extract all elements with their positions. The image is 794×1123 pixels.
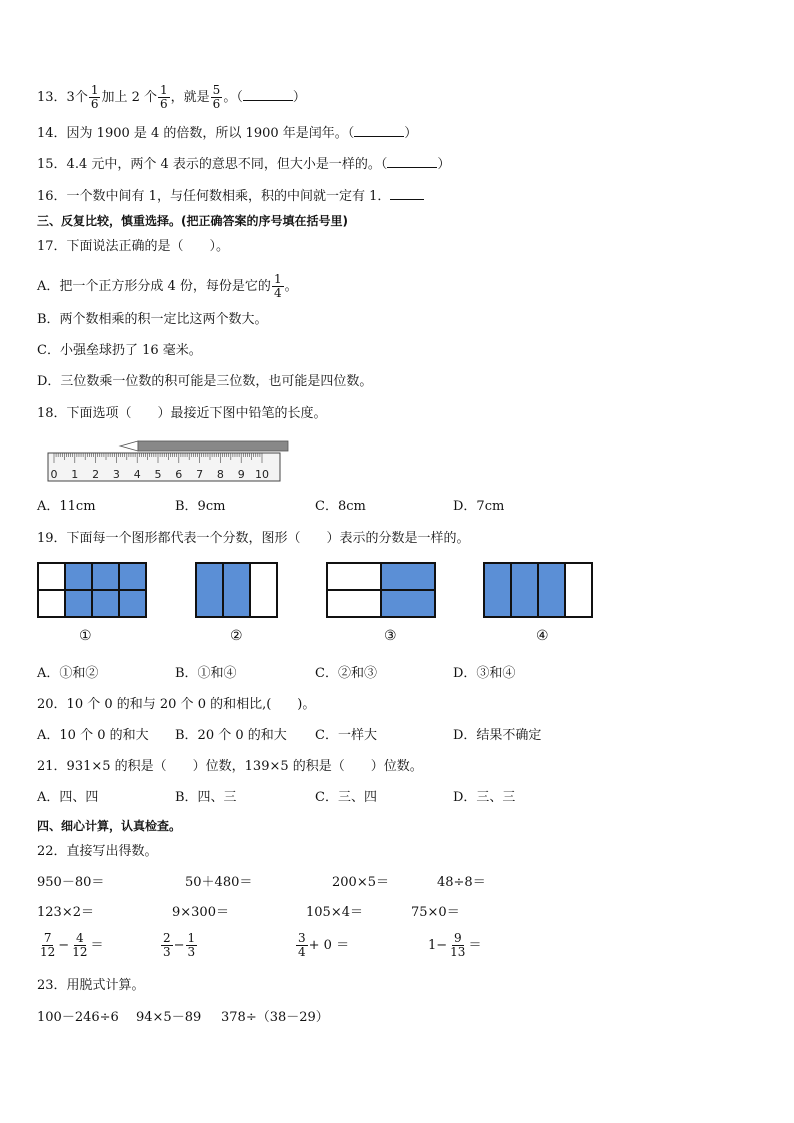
q21-option-a: A．四、四 — [37, 790, 99, 805]
ruler-tick-label: 2 — [92, 468, 100, 481]
fraction — [186, 932, 198, 959]
numerator: 7 — [43, 931, 52, 945]
ruler-tick-label: 4 — [133, 468, 141, 481]
q18-option-c: C．8cm — [315, 499, 366, 514]
fraction — [296, 932, 308, 959]
answer-blank[interactable] — [390, 188, 424, 200]
q19-option-c: C．②和③ — [315, 666, 377, 681]
calc-item: 950－80＝ — [37, 875, 105, 890]
calc-item: 75×0＝ — [411, 905, 460, 920]
ruler-tick-label: 0 — [50, 468, 58, 481]
q14-text: ） — [404, 126, 418, 141]
q20-option-c: C．一样大 — [315, 728, 377, 743]
calc-item: 123×2＝ — [37, 905, 94, 920]
q21-option-d: D．三、三 — [453, 790, 516, 805]
question-13 — [37, 84, 306, 111]
question-23-stem: 23．用脱式计算。 — [37, 978, 145, 993]
equals: ＝ — [90, 938, 104, 953]
denominator: 6 — [212, 97, 221, 111]
option-text: 。 — [284, 279, 298, 294]
fraction — [89, 84, 101, 111]
figure-label-3: ③ — [384, 628, 397, 644]
denominator: 3 — [163, 945, 171, 959]
numerator: 1 — [273, 272, 282, 286]
q13-text: 13．3个 — [37, 90, 88, 105]
q20-option-b: B．20 个 0 的和大 — [175, 728, 287, 743]
calc-fraction-item — [295, 932, 349, 959]
q21-option-b: B．四、三 — [175, 790, 237, 805]
numerator: 2 — [163, 931, 171, 945]
fraction — [448, 932, 467, 959]
calc-item: 9×300＝ — [172, 905, 229, 920]
calc-item: 378÷（38－29） — [221, 1010, 329, 1025]
option-text: A．把一个正方形分成 4 份，每份是它的 — [37, 279, 271, 294]
ruler-tick-label: 3 — [112, 468, 120, 481]
ruler-tick-label: 5 — [154, 468, 162, 481]
numerator: 4 — [76, 931, 84, 945]
ruler-tick-label: 8 — [216, 468, 224, 481]
q17-option-c: C．小强垒球扔了 16 毫米。 — [37, 343, 202, 358]
denominator: 4 — [273, 286, 282, 300]
q20-option-d: D．结果不确定 — [453, 728, 542, 743]
question-20-stem: 20．10 个 0 的和与 20 个 0 的和相比,( )。 — [37, 697, 316, 712]
q19-option-d: D．③和④ — [453, 666, 516, 681]
question-18-stem: 18．下面选项（ ）最接近下图中铅笔的长度。 — [37, 406, 327, 421]
denominator: 6 — [90, 97, 99, 111]
numerator: 3 — [298, 931, 306, 945]
q13-text: 加上 2 个 — [101, 90, 158, 105]
q17-option-d: D．三位数乘一位数的积可能是三位数，也可能是四位数。 — [37, 374, 373, 389]
denominator: 12 — [72, 945, 88, 959]
fraction-figure-3 — [326, 562, 436, 618]
calc-fraction-item — [37, 932, 103, 959]
operator: − — [58, 938, 70, 953]
figure-label-2: ② — [230, 628, 243, 644]
ruler-pencil-figure — [46, 438, 292, 484]
denominator: 3 — [187, 945, 196, 959]
fraction — [211, 84, 223, 111]
denominator: 13 — [450, 945, 466, 959]
q18-option-a: A．11cm — [37, 499, 96, 514]
figure-label-1: ① — [79, 628, 92, 644]
question-22-stem: 22．直接写出得数。 — [37, 844, 158, 859]
fraction — [70, 932, 89, 959]
answer-blank[interactable] — [387, 156, 437, 168]
q20-option-a: A．10 个 0 的和大 — [37, 728, 149, 743]
numerator: 5 — [212, 83, 221, 97]
q13-text: 。（ — [223, 90, 243, 105]
ruler-tick-label: 10 — [255, 468, 269, 481]
fraction — [161, 932, 173, 959]
q13-text: ） — [292, 90, 306, 105]
calc-fraction-item — [428, 932, 481, 959]
numerator: 9 — [453, 931, 462, 945]
q19-option-a: A．①和② — [37, 666, 99, 681]
calc-item: 48÷8＝ — [437, 875, 486, 890]
q13-text: ，就是 — [170, 90, 210, 105]
figure-label-4: ④ — [536, 628, 549, 644]
fraction-figure-2 — [195, 562, 278, 618]
q18-option-d: D．7cm — [453, 499, 505, 514]
equals: ＝ — [468, 938, 482, 953]
fraction — [38, 932, 57, 959]
section-heading-3: 三、反复比较，慎重选择。(把正确答案的序号填在括号里) — [37, 214, 348, 228]
q15-text: 15．4.4 元中，两个 4 表示的意思不同，但大小是一样的。（ — [37, 157, 388, 172]
calc-item: 100－246÷6 — [37, 1010, 119, 1025]
q15-text: ） — [437, 157, 451, 172]
question-19-stem: 19．下面每一个图形都代表一个分数，图形（ ）表示的分数是一样的。 — [37, 531, 470, 546]
fraction — [158, 84, 170, 111]
calc-item: 94×5－89 — [136, 1010, 202, 1025]
ruler — [48, 453, 280, 481]
ruler-tick-label: 1 — [71, 468, 79, 481]
numerator: 1 — [187, 931, 196, 945]
denominator: 12 — [40, 945, 56, 959]
question-15 — [37, 156, 450, 173]
operator: − — [173, 938, 185, 953]
q16-text: 16．一个数中间有 1，与任何数相乘，积的中间就一定有 1． — [37, 189, 391, 204]
fraction-figure-4 — [483, 562, 593, 618]
pencil — [120, 441, 288, 451]
calc-fraction-item — [160, 932, 198, 959]
operator: + 0 ＝ — [308, 938, 350, 953]
q19-option-b: B．①和④ — [175, 666, 237, 681]
ruler-tick-label: 9 — [237, 468, 245, 481]
question-16 — [37, 188, 424, 205]
numerator: 1 — [90, 83, 99, 97]
q17-option-a — [37, 273, 298, 300]
q21-option-c: C．三、四 — [315, 790, 377, 805]
answer-blank[interactable] — [354, 125, 404, 137]
numerator: 1 — [160, 83, 168, 97]
fraction — [272, 273, 284, 300]
ruler-tick-label: 6 — [175, 468, 183, 481]
calc-item: 200×5＝ — [332, 875, 389, 890]
question-17-stem: 17．下面说法正确的是（ ）。 — [37, 239, 230, 254]
denominator: 6 — [160, 97, 168, 111]
question-14 — [37, 125, 417, 142]
fraction-figure-1 — [37, 562, 147, 618]
calc-item: 50＋480＝ — [185, 875, 253, 890]
q14-text: 14．因为 1900 是 4 的倍数，所以 1900 年是闰年。（ — [37, 126, 355, 141]
section-heading-4: 四、细心计算，认真检查。 — [37, 819, 182, 833]
question-21-stem: 21．931×5 的积是（ ）位数，139×5 的积是（ ）位数。 — [37, 759, 423, 774]
q18-option-b: B．9cm — [175, 499, 226, 514]
answer-blank[interactable] — [243, 89, 293, 101]
calc-item: 105×4＝ — [306, 905, 363, 920]
ruler-tick-label: 7 — [196, 468, 204, 481]
denominator: 4 — [298, 945, 306, 959]
operator: 1− — [428, 938, 448, 953]
q17-option-b: B．两个数相乘的积一定比这两个数大。 — [37, 312, 268, 327]
